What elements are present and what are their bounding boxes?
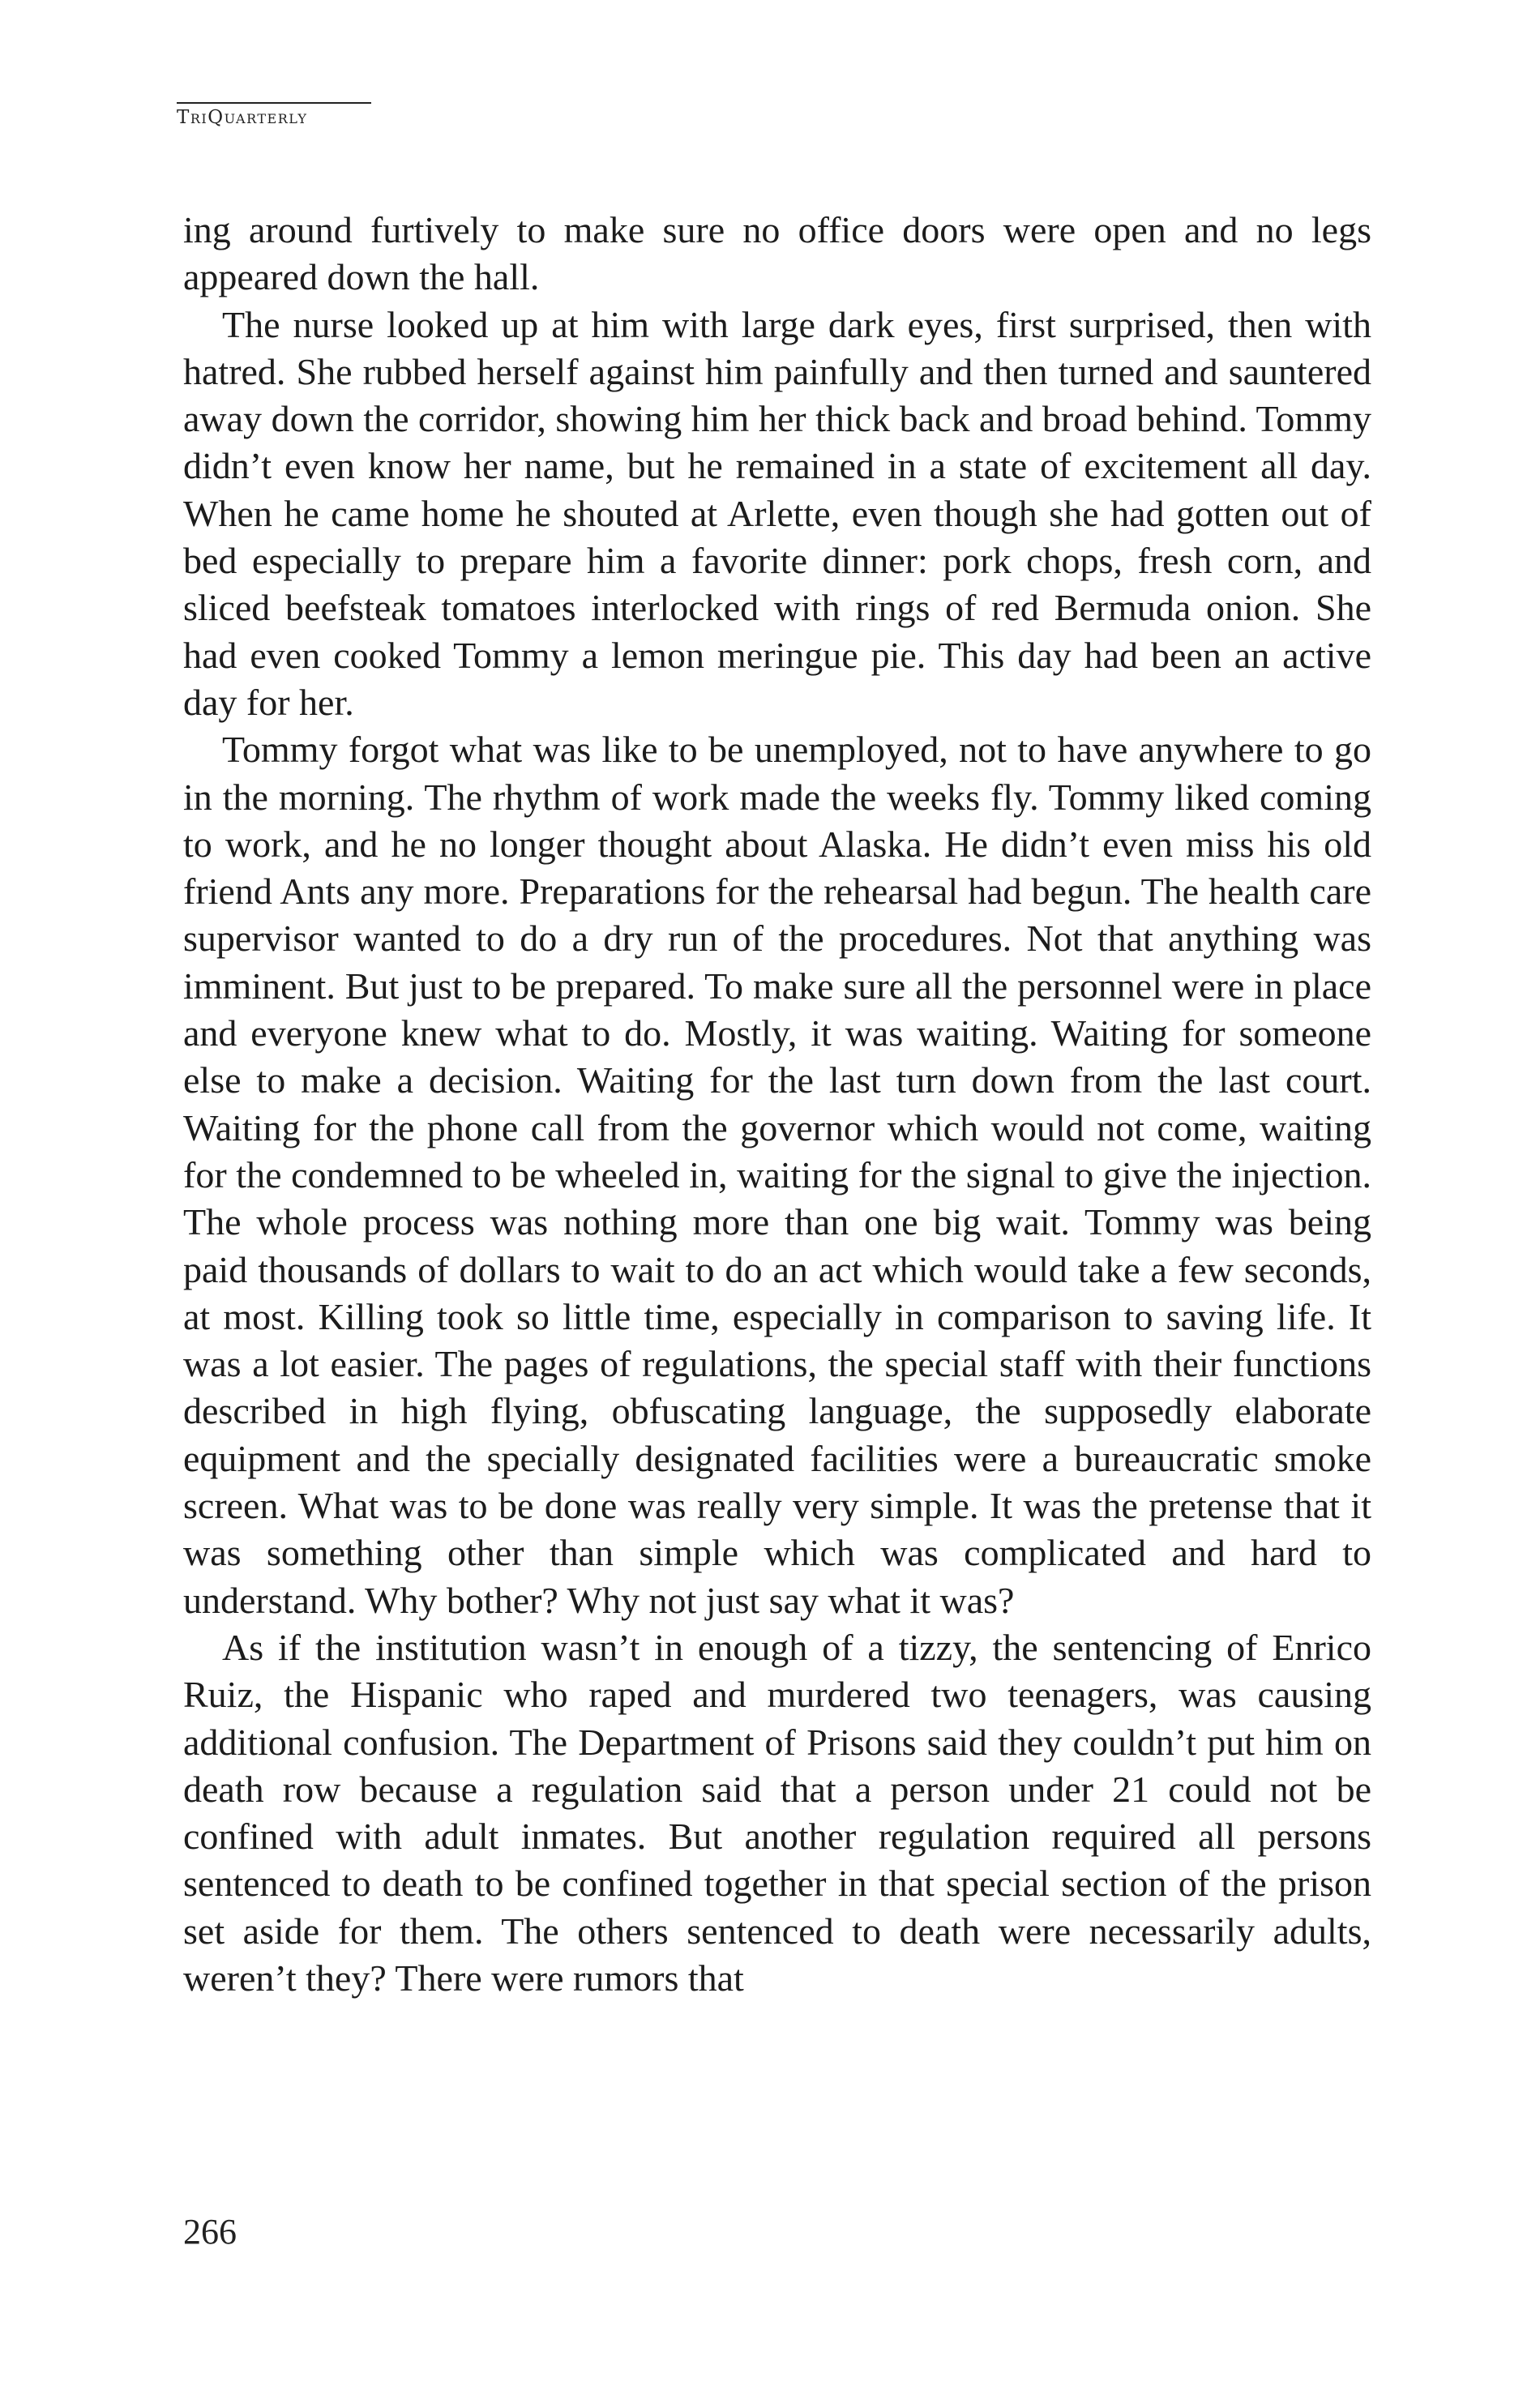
running-head: TriQuarterly <box>177 107 308 128</box>
paragraph: As if the institution wasn’t in enough of a tizzy, the sentencing of Enrico Ruiz, the Hispanic who raped and murdered two teenagers, was causing additional confusion. The Department of Prisons said they couldn’t put him on death row because a regulation said that a person under 21 could not be confined with adult inmates. But another regulation required all persons sentenced to death to be confined together in that special section of the prison set aside for them. The others sentenced to death were necessarily adults, weren’t they? There were rumors that <box>183 1626 1371 1999</box>
page-number: 266 <box>183 2212 237 2252</box>
paragraph-continued: ing around furtively to make sure no office doors were open and no legs appeared down the hall. <box>183 209 1371 298</box>
body-text <box>183 207 1371 2002</box>
running-head-rule <box>177 102 371 104</box>
paragraph: Tommy forgot what was like to be unemployed, not to have anywhere to go in the morning. The rhythm of work made the weeks fly. Tommy liked coming to work, and he no longer thought about Alaska. He didn’t even miss his old friend Ants any more. Preparations for the rehearsal had begun. The health care supervisor wanted to do a dry run of the procedures. Not that anything was imminent. But just to be prepared. To make sure all the personnel were in place and everyone knew what to do. Mostly, it was waiting. Waiting for someone else to make a decision. Waiting for the last turn down from the last court. Waiting for the phone call from the governor which would not come, waiting for the condemned to be wheeled in, waiting for the signal to give the injection. The whole process was nothing more than one big wait. Tommy was being paid thousands of dollars to wait to do an act which would take a few seconds, at most. Killing took so little time, especially in comparison to saving life. It was a lot easier. The pages of regulations, the special staff with their functions described in high flying, obfuscating language, the supposedly elaborate equipment and the specially designated facilities were a bureaucratic smoke screen. What was to be done was really very simple. It was the pretense that it was something other than simple which was complicated and hard to understand. Why bother? Why not just say what it was? <box>183 729 1371 1621</box>
paragraph: The nurse looked up at him with large dark eyes, first surprised, then with hatred. She rubbed herself against him painfully and then turned and sauntered away down the corridor, showing him her thick back and broad behind. Tommy didn’t even know her name, but he remained in a state of excitement all day. When he came home he shouted at Arlette, even though she had gotten out of bed especially to prepare him a favorite dinner: pork chops, fresh corn, and sliced beefsteak tomatoes interlocked with rings of red Bermuda onion. She had even cooked Tommy a lemon meringue pie. This day had been an active day for her. <box>183 303 1371 723</box>
